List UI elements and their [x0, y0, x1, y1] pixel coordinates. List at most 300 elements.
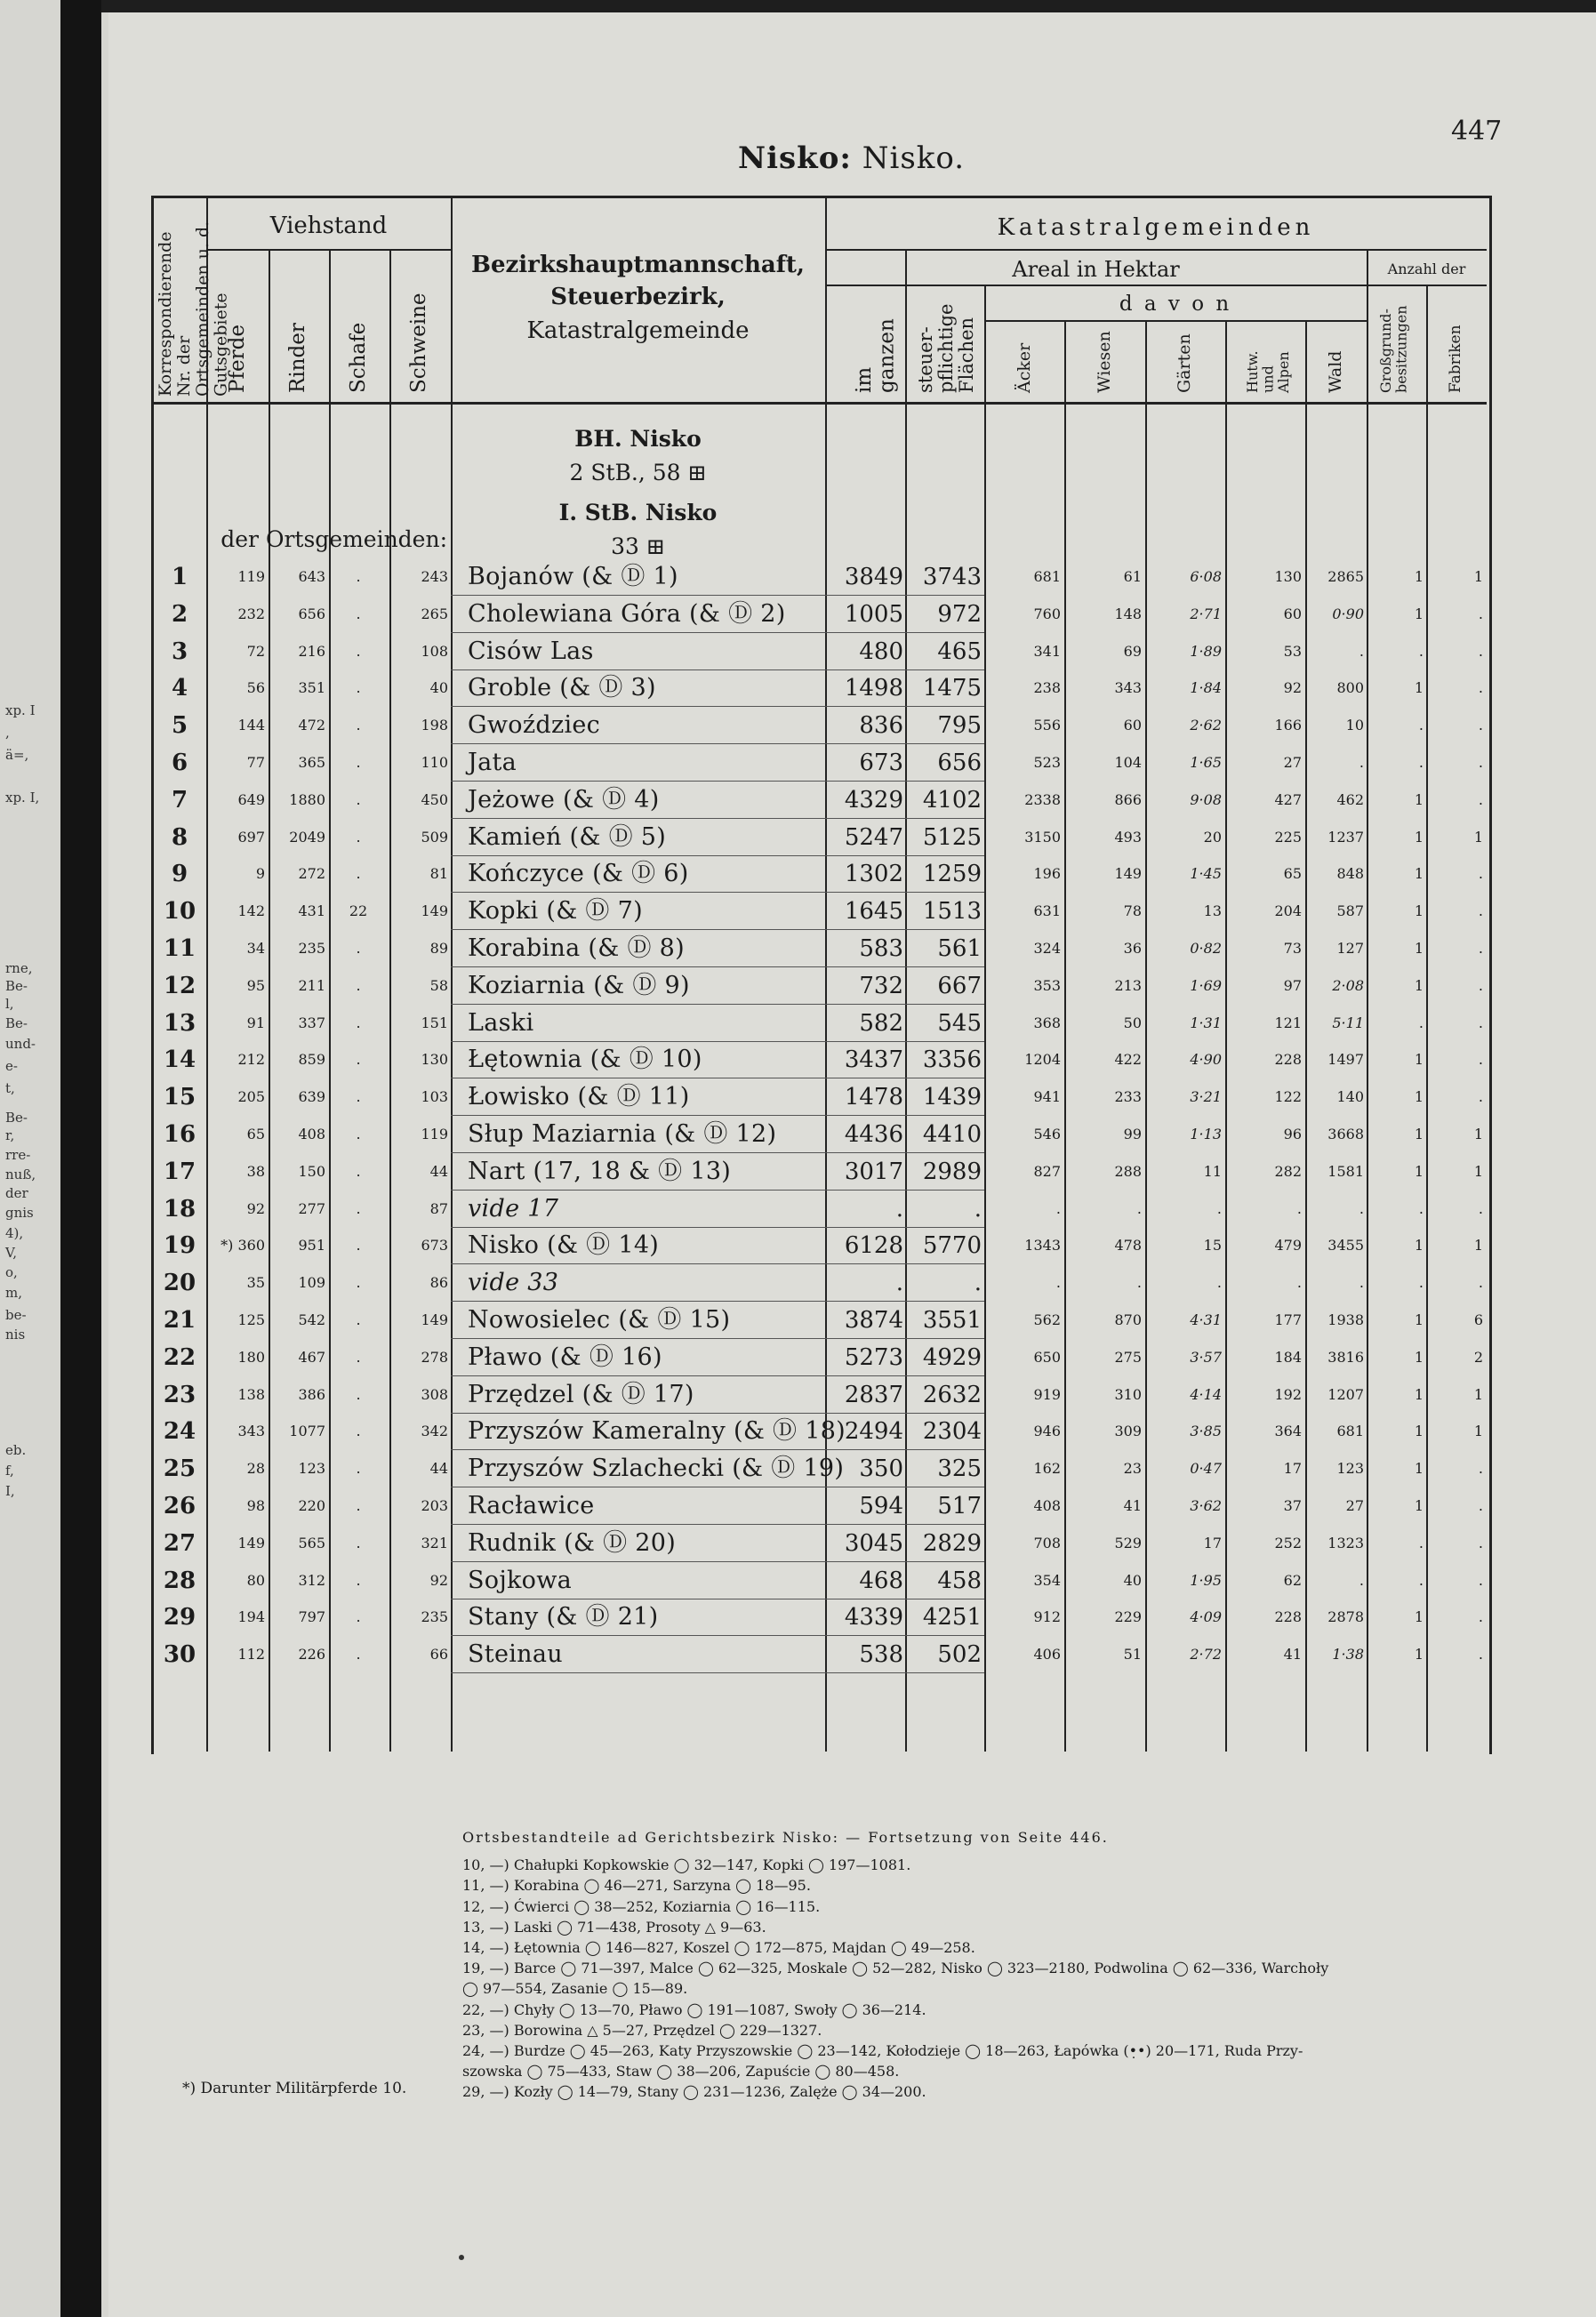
- cell-hut: 225: [1274, 828, 1302, 846]
- margin-fragment: eb.: [5, 1442, 27, 1458]
- cell-steu: 656: [937, 750, 982, 776]
- cell-ganz: 468: [859, 1567, 903, 1594]
- cell-fab: 1: [1473, 568, 1483, 585]
- table-row: [0, 558, 1596, 596]
- cell-nr: 17: [163, 1158, 196, 1185]
- margin-fragment: gnis: [5, 1205, 34, 1221]
- cell-fab: 1: [1473, 1237, 1483, 1255]
- cell-gar: .: [1216, 1274, 1222, 1292]
- cell-steu: 1475: [922, 675, 982, 702]
- notes-line: 22, —) Chyły ◯ 13—70, Pławo ◯ 191—1087, Swoły ◯ 36—214.: [462, 2000, 926, 2018]
- cell-wal: 5·11: [1332, 1014, 1364, 1031]
- running-head-place: Nisko:: [738, 140, 852, 176]
- cell-ganz: 4436: [844, 1121, 903, 1148]
- cell-ganz: 3874: [844, 1307, 903, 1334]
- cell-fab: .: [1478, 754, 1483, 771]
- cell-sw: 235: [421, 1608, 448, 1626]
- table-row: [0, 782, 1596, 819]
- cell-steu: 4102: [922, 786, 982, 814]
- cell-name: Przyszów Szlachecki (& Ⓓ 19): [468, 1455, 845, 1483]
- cell-name: Nowosielec (& Ⓓ 15): [468, 1306, 731, 1334]
- cell-ganz: 480: [859, 637, 903, 665]
- cell-steu: 3551: [922, 1307, 982, 1334]
- cell-wal: 2865: [1327, 568, 1364, 585]
- cell-ganz: 4329: [844, 786, 903, 814]
- cell-ganz: .: [895, 1195, 903, 1223]
- cell-hut: 121: [1274, 1014, 1302, 1031]
- cell-ack: 324: [1033, 940, 1061, 957]
- cell-ri: 351: [298, 679, 325, 697]
- margin-fragment: 4),: [5, 1225, 24, 1241]
- cell-name: Nart (17, 18 & Ⓓ 13): [468, 1157, 732, 1185]
- cell-nr: 5: [171, 712, 188, 740]
- cell-ack: 827: [1033, 1162, 1061, 1180]
- notes-line: 14, —) Łętownia ◯ 146—827, Koszel ◯ 172—875, Majdan ◯ 49—258.: [462, 1938, 975, 1956]
- col-aecker-header: Äcker: [1015, 342, 1034, 393]
- table-row: [0, 1264, 1596, 1302]
- cell-wal: 587: [1336, 902, 1364, 920]
- cell-sw: 308: [421, 1385, 448, 1403]
- cell-name: vide 33: [468, 1269, 559, 1297]
- cell-steu: 972: [937, 600, 982, 628]
- cell-gro: 1: [1414, 1385, 1424, 1403]
- cell-gro: 1: [1414, 1051, 1424, 1069]
- cell-gro: 1: [1414, 1126, 1424, 1142]
- cell-name: Cisów Las: [468, 637, 594, 665]
- cell-gar: 3·57: [1190, 1348, 1222, 1366]
- cell-wie: 41: [1123, 1497, 1142, 1514]
- cell-wie: 148: [1114, 605, 1142, 622]
- cell-ri: 386: [298, 1385, 325, 1403]
- cell-nr: 29: [163, 1604, 196, 1632]
- cell-fab: .: [1478, 1088, 1483, 1106]
- cell-pf: 649: [237, 790, 265, 808]
- cell-pf: 125: [237, 1311, 265, 1328]
- cell-gro: 1: [1414, 605, 1424, 622]
- cell-ack: 760: [1033, 605, 1061, 622]
- cell-nr: 9: [171, 861, 188, 888]
- cell-fab: .: [1478, 1014, 1483, 1031]
- cell-sw: 265: [421, 605, 448, 622]
- cell-sw: 119: [421, 1126, 448, 1142]
- cell-ri: 277: [298, 1199, 325, 1217]
- section-stb-nisko: I. StB. Nisko: [558, 500, 718, 525]
- cell-nr: 26: [163, 1493, 196, 1519]
- cell-name: Racławice: [468, 1492, 595, 1519]
- notes-title: Ortsbestandteile ad Gerichtsbezirk Nisko: — Fortsetzung von Seite 446.: [462, 1829, 1109, 1846]
- cell-ganz: .: [895, 1270, 903, 1297]
- cell-wal: .: [1359, 1274, 1364, 1292]
- table-row: [0, 893, 1596, 930]
- cell-ganz: 3045: [844, 1529, 903, 1557]
- cell-gar: 2·71: [1190, 605, 1222, 622]
- cell-pf: 144: [237, 717, 265, 734]
- cell-nr: 7: [171, 786, 188, 814]
- col-katastral-header: Katastralgemeinden: [997, 214, 1315, 241]
- col-hutweiden-header: Hutw. und Alpen: [1244, 350, 1293, 393]
- cell-wie: 51: [1123, 1646, 1142, 1664]
- cell-name: Laski: [468, 1008, 534, 1037]
- notes-line: 24, —) Burdze ◯ 45—263, Katy Przyszowskie ◯ 23—142, Kołodzieje ◯ 18—263, Łapówka (•̣•) 20—171, Ruda Przy-: [462, 2041, 1303, 2059]
- cell-gro: 1: [1414, 940, 1424, 957]
- cell-name: Słup Maziarnia (& Ⓓ 12): [468, 1120, 777, 1148]
- cell-hut: 17: [1283, 1460, 1302, 1478]
- cell-wie: 478: [1114, 1237, 1142, 1255]
- cell-gar: 4·90: [1190, 1051, 1222, 1069]
- cell-ack: 556: [1033, 717, 1061, 734]
- cell-fab: 1: [1473, 1423, 1483, 1440]
- table-row: [0, 1562, 1596, 1599]
- cell-ri: 1077: [289, 1423, 325, 1440]
- cell-sw: 108: [421, 642, 448, 660]
- table-row: [0, 1116, 1596, 1153]
- cell-ack: 681: [1033, 568, 1061, 585]
- cell-pf: 65: [246, 1126, 265, 1142]
- cell-hut: 96: [1283, 1126, 1302, 1142]
- cell-fab: 1: [1473, 1126, 1483, 1142]
- col-steuer-header: steuer-pflichtige Flächen: [915, 303, 978, 393]
- cell-ganz: 1645: [844, 898, 903, 926]
- cell-pf: 112: [237, 1646, 265, 1664]
- cell-hut: 60: [1283, 605, 1302, 622]
- header-rule: [825, 249, 1487, 251]
- cell-ri: 797: [298, 1608, 325, 1626]
- margin-fragment: ä=,: [5, 747, 29, 763]
- cell-ri: 365: [298, 754, 325, 771]
- table-row: [0, 1005, 1596, 1042]
- table-row: [0, 1599, 1596, 1636]
- cell-ack: 354: [1033, 1571, 1061, 1589]
- cell-name: Bojanów (& Ⓓ 1): [468, 563, 678, 590]
- col-bezirk-header-2: Steuerbezirk,: [550, 284, 726, 310]
- cell-name: Rudnik (& Ⓓ 20): [468, 1528, 677, 1557]
- cell-ack: 546: [1033, 1126, 1061, 1142]
- cell-hut: 62: [1283, 1571, 1302, 1589]
- cell-hut: 192: [1274, 1385, 1302, 1403]
- cell-pf: 697: [237, 828, 265, 846]
- row-rule: [905, 1672, 984, 1673]
- cell-gro: .: [1418, 717, 1424, 734]
- cell-fab: .: [1478, 1571, 1483, 1589]
- cell-sc: .: [356, 679, 361, 697]
- cell-hut: 122: [1274, 1088, 1302, 1106]
- cell-sc: .: [356, 1385, 361, 1403]
- cell-gro: 1: [1414, 1460, 1424, 1478]
- cell-ack: 238: [1033, 679, 1061, 697]
- cell-sc: .: [356, 1423, 361, 1440]
- cell-gar: 1·31: [1190, 1014, 1222, 1031]
- cell-name: Gwoździec: [468, 711, 601, 740]
- cell-pf: 35: [246, 1274, 265, 1292]
- cell-wal: 140: [1336, 1088, 1364, 1106]
- table-row: [0, 1339, 1596, 1376]
- cell-sw: 243: [421, 568, 448, 585]
- cell-wal: .: [1359, 1571, 1364, 1589]
- cell-gar: 0·47: [1190, 1460, 1222, 1478]
- cell-sc: .: [356, 1162, 361, 1180]
- cell-gro: 1: [1414, 1423, 1424, 1440]
- cell-hut: 41: [1283, 1646, 1302, 1664]
- cell-steu: 4251: [922, 1604, 982, 1632]
- cell-fab: .: [1478, 679, 1483, 697]
- cell-gro: .: [1418, 1199, 1424, 1217]
- cell-ack: 353: [1033, 976, 1061, 994]
- cell-sw: 89: [429, 940, 448, 957]
- cell-nr: 12: [163, 972, 196, 999]
- cell-hut: 73: [1283, 940, 1302, 957]
- col-wald-header: Wald: [1326, 350, 1345, 393]
- notes-line: szowska ◯ 75—433, Staw ◯ 38—206, Zapuście ◯ 80—458.: [462, 2063, 900, 2080]
- col-schweine-header: Schweine: [407, 293, 430, 393]
- cell-ganz: 5247: [844, 823, 903, 851]
- cell-wie: 309: [1114, 1423, 1142, 1440]
- cell-nr: 21: [163, 1307, 196, 1334]
- cell-sc: .: [356, 1014, 361, 1031]
- print-speck: [459, 2255, 464, 2260]
- table-row: [0, 669, 1596, 707]
- cell-gro: 1: [1414, 902, 1424, 920]
- section-count: 33 ⊞: [611, 533, 665, 559]
- cell-name: Pławo (& Ⓓ 16): [468, 1343, 662, 1371]
- cell-pf: 92: [246, 1199, 265, 1217]
- col-rinder-header: Rinder: [286, 323, 309, 393]
- cell-gar: 4·09: [1190, 1608, 1222, 1626]
- cell-ganz: 1302: [844, 861, 903, 888]
- margin-fragment: Be-: [5, 978, 28, 994]
- cell-wie: 233: [1114, 1088, 1142, 1106]
- cell-gar: 1·89: [1190, 642, 1222, 660]
- cell-name: Nisko (& Ⓓ 14): [468, 1231, 660, 1260]
- cell-ri: 337: [298, 1014, 325, 1031]
- cell-fab: .: [1478, 790, 1483, 808]
- cell-gro: 1: [1414, 1311, 1424, 1328]
- cell-nr: 3: [171, 637, 188, 665]
- cell-ack: 368: [1033, 1014, 1061, 1031]
- cell-gro: 1: [1414, 865, 1424, 883]
- cell-fab: .: [1478, 940, 1483, 957]
- cell-gro: 1: [1414, 568, 1424, 585]
- cell-sw: 81: [429, 865, 448, 883]
- cell-sc: .: [356, 1460, 361, 1478]
- cell-gro: .: [1418, 1274, 1424, 1292]
- margin-fragment: rre-: [5, 1147, 31, 1163]
- cell-sw: 321: [421, 1534, 448, 1551]
- cell-ganz: 4339: [844, 1604, 903, 1632]
- cell-gar: 0·82: [1190, 940, 1222, 957]
- cell-wal: .: [1359, 754, 1364, 771]
- cell-ganz: 1478: [844, 1084, 903, 1111]
- cell-ri: 408: [298, 1126, 325, 1142]
- cell-wal: 1237: [1327, 828, 1364, 846]
- cell-wie: 69: [1123, 642, 1142, 660]
- cell-ri: 109: [298, 1274, 325, 1292]
- cell-fab: .: [1478, 1497, 1483, 1514]
- cell-nr: 28: [163, 1567, 196, 1594]
- table-row: [0, 1191, 1596, 1228]
- cell-pf: 95: [246, 976, 265, 994]
- cell-sw: 278: [421, 1348, 448, 1366]
- col-gaerten-header: Gärten: [1175, 333, 1194, 393]
- cell-ri: 312: [298, 1571, 325, 1589]
- margin-fragment: Be-: [5, 1110, 28, 1126]
- table-row: [0, 1041, 1596, 1078]
- cell-gar: 20: [1203, 828, 1222, 846]
- cell-fab: 1: [1473, 1385, 1483, 1403]
- table-row: [0, 1487, 1596, 1525]
- cell-sc: .: [356, 1646, 361, 1664]
- cell-sc: .: [356, 605, 361, 622]
- cell-sw: 103: [421, 1088, 448, 1106]
- cell-ack: 2338: [1024, 790, 1061, 808]
- cell-nr: 16: [163, 1121, 196, 1148]
- ortsbestandteile-notes: [462, 1827, 1485, 2102]
- cell-wal: 123: [1336, 1460, 1364, 1478]
- cell-wie: 493: [1114, 828, 1142, 846]
- table-row: [0, 819, 1596, 856]
- cell-ack: 408: [1033, 1497, 1061, 1514]
- table-row: [0, 596, 1596, 633]
- cell-nr: 27: [163, 1529, 196, 1557]
- cell-fab: .: [1478, 1199, 1483, 1217]
- cell-wie: 288: [1114, 1162, 1142, 1180]
- cell-ganz: 673: [859, 750, 903, 776]
- cell-hut: 228: [1274, 1051, 1302, 1069]
- cell-sw: 203: [421, 1497, 448, 1514]
- cell-ganz: 350: [859, 1455, 903, 1483]
- page-number: 447: [1451, 116, 1503, 147]
- cell-name: Stany (& Ⓓ 21): [468, 1603, 659, 1632]
- cell-ri: 2049: [289, 828, 325, 846]
- cell-gar: 4·31: [1190, 1311, 1222, 1328]
- cell-steu: 545: [937, 1009, 982, 1037]
- cell-steu: 325: [937, 1455, 982, 1483]
- cell-name: Łętownia (& Ⓓ 10): [468, 1046, 702, 1074]
- cell-wie: 99: [1123, 1126, 1142, 1142]
- cell-nr: 20: [163, 1270, 196, 1297]
- cell-wie: .: [1136, 1274, 1142, 1292]
- notes-line: 29, —) Kozły ◯ 14—79, Stany ◯ 231—1236, Zalęże ◯ 34—200.: [462, 2083, 926, 2101]
- cell-wal: 462: [1336, 790, 1364, 808]
- cell-hut: 184: [1274, 1348, 1302, 1366]
- cell-hut: 130: [1274, 568, 1302, 585]
- cell-hut: 97: [1283, 976, 1302, 994]
- cell-wal: 27: [1345, 1497, 1364, 1514]
- cell-wal: 800: [1336, 679, 1364, 697]
- cell-steu: .: [974, 1270, 982, 1297]
- cell-name: Kopki (& Ⓓ 7): [468, 897, 643, 926]
- cell-gar: 1·13: [1190, 1126, 1222, 1142]
- cell-wie: 866: [1114, 790, 1142, 808]
- cell-name: Sojkowa: [468, 1566, 573, 1594]
- cell-gar: .: [1216, 1199, 1222, 1217]
- cell-wal: 3455: [1327, 1237, 1364, 1255]
- cell-ack: 946: [1033, 1423, 1061, 1440]
- cell-fab: 2: [1473, 1348, 1483, 1366]
- notes-line: ◯ 97—554, Zasanie ◯ 15—89.: [462, 1980, 688, 1998]
- margin-fragment: l,: [5, 996, 14, 1012]
- cell-nr: 19: [163, 1232, 196, 1260]
- cell-pf: 343: [237, 1423, 265, 1440]
- cell-name: vide 17: [468, 1194, 559, 1223]
- cell-sc: .: [356, 1608, 361, 1626]
- cell-wal: 848: [1336, 865, 1364, 883]
- cell-steu: 1259: [922, 861, 982, 888]
- cell-wie: 60: [1123, 717, 1142, 734]
- cell-ri: 643: [298, 568, 325, 585]
- col-bezirk-header-3: Katastralgemeinde: [526, 317, 750, 344]
- cell-hut: 204: [1274, 902, 1302, 920]
- cell-sw: 44: [429, 1162, 448, 1180]
- cell-pf: 142: [237, 902, 265, 920]
- col-davon-header: d a v o n: [1119, 293, 1232, 316]
- cell-ri: 220: [298, 1497, 325, 1514]
- cell-gar: 3·21: [1190, 1088, 1222, 1106]
- cell-ganz: 3017: [844, 1158, 903, 1185]
- cell-ack: 406: [1033, 1646, 1061, 1664]
- cell-sc: .: [356, 754, 361, 771]
- top-edge-shadow: [101, 0, 1596, 12]
- row-rule: [825, 1672, 905, 1673]
- cell-wal: 1497: [1327, 1051, 1364, 1069]
- cell-wie: 529: [1114, 1534, 1142, 1551]
- table-row: [0, 1413, 1596, 1450]
- cell-sc: .: [356, 1274, 361, 1292]
- cell-hut: 364: [1274, 1423, 1302, 1440]
- cell-steu: 2989: [922, 1158, 982, 1185]
- table-row: [0, 1636, 1596, 1673]
- cell-pf: *) 360: [221, 1237, 265, 1255]
- margin-fragment: be-: [5, 1307, 27, 1323]
- cell-wie: 104: [1114, 754, 1142, 771]
- cell-ri: 639: [298, 1088, 325, 1106]
- cell-hut: 479: [1274, 1237, 1302, 1255]
- cell-pf: 72: [246, 642, 265, 660]
- section-bh: BH. Nisko: [574, 426, 702, 452]
- cell-ack: 941: [1033, 1088, 1061, 1106]
- cell-wal: 3668: [1327, 1126, 1364, 1142]
- cell-wal: 3816: [1327, 1348, 1364, 1366]
- cell-gro: 1: [1414, 1237, 1424, 1255]
- cell-ganz: 6128: [844, 1232, 903, 1260]
- cell-steu: 465: [937, 637, 982, 665]
- cell-wie: .: [1136, 1199, 1142, 1217]
- cell-name: Łowisko (& Ⓓ 11): [468, 1083, 690, 1111]
- section-heading: [451, 422, 825, 563]
- header-rule: [984, 320, 1367, 322]
- running-head-place-2: Nisko.: [862, 140, 966, 176]
- cell-nr: 25: [163, 1455, 196, 1483]
- table-row: [0, 744, 1596, 782]
- cell-pf: 194: [237, 1608, 265, 1626]
- cell-steu: 2829: [922, 1529, 982, 1557]
- cell-ganz: 732: [859, 972, 903, 999]
- cell-steu: 1439: [922, 1084, 982, 1111]
- table-row: [0, 707, 1596, 744]
- cell-ri: 211: [298, 976, 325, 994]
- cell-wal: .: [1359, 642, 1364, 660]
- cell-fab: 6: [1473, 1311, 1483, 1328]
- cell-fab: .: [1478, 642, 1483, 660]
- cell-ack: 1204: [1024, 1051, 1061, 1069]
- cell-gro: .: [1418, 1534, 1424, 1551]
- cell-gar: 3·62: [1190, 1497, 1222, 1514]
- cell-gar: 1·69: [1190, 976, 1222, 994]
- cell-steu: 2632: [922, 1381, 982, 1408]
- header-rule: [825, 285, 1487, 286]
- cell-sw: 198: [421, 717, 448, 734]
- table-row: [0, 1302, 1596, 1339]
- cell-ack: 341: [1033, 642, 1061, 660]
